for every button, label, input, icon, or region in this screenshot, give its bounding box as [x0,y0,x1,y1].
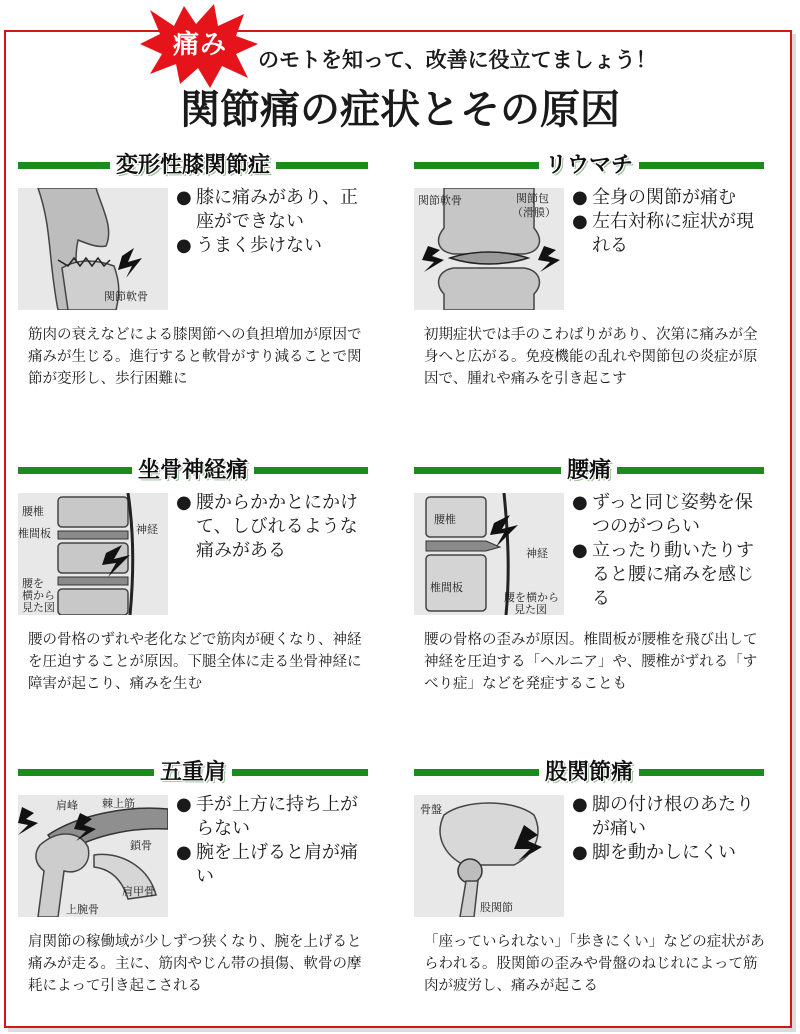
image-label: 横から [22,589,55,602]
hip-illustration [414,795,564,917]
list-item: ● 立ったり動いたりすると腰に痛みを感じる [572,540,754,609]
image-label: 見た図 [22,601,55,614]
rheumatism-joint-illustration [414,188,564,310]
list-item: ● 腕を上げると肩が痛い [176,842,358,887]
bullet-list [572,491,768,611]
section-header [18,453,368,487]
section-description: 肩関節の稼働域が少しずつ狭くなり、腕を上げると痛みが走る。主に、筋肉やじん帯の損傷、軟骨の摩耗によって引き起こされる [28,934,362,994]
section-title: 股関節痛 [539,755,639,786]
knee-joint-illustration [18,188,168,310]
image-label: 腰椎 [22,505,44,518]
section-header [414,755,764,789]
bullet-list [176,186,372,258]
section-description: 腰の骨格の歪みが原因。椎間板が腰椎を飛び出して神経を圧迫する「ヘルニア」や、腰椎がずれる「すべり症」などを発症することも [424,632,758,692]
image-label: 関節軟骨 [104,290,148,303]
list-item: ● うまく歩けない [176,235,322,256]
section-description: 筋肉の衰えなどによる膝関節への負担増加が原因で痛みが生じる。進行すると軟骨がすり減ることで関節が変形し、歩行困難に [28,327,362,387]
image-label: 椎間板 [430,581,463,594]
image-label: （滑膜） [512,206,556,219]
shoulder-illustration [18,795,168,917]
section-lower-back [414,453,764,692]
lumbar-illustration [414,493,564,615]
section-header [414,453,764,487]
section-header [18,148,368,182]
image-label: 骨盤 [420,803,442,816]
section-sciatica [18,453,368,692]
image-label: 腰椎 [434,513,456,526]
list-item: ● 膝に痛みがあり、正座ができない [176,187,358,232]
section-title: 腰痛 [561,453,617,484]
section-description: 初期症状では手のこわばりがあり、次第に痛みが全身へと広がる。免疫機能の乱れや関節包の炎症が原因で、腫れや痛みを引き起こす [424,327,758,387]
section-knee [18,148,368,387]
spine-illustration [18,493,168,615]
bullet-list [176,491,372,563]
image-label: 神経 [136,523,158,536]
section-title: 五重肩 [154,755,232,786]
image-label: 肩甲骨 [122,885,155,898]
page-subtitle: のモトを知って、改善に役立てましょう！ [258,48,657,72]
section-shoulder [18,755,368,994]
list-item: ● 左右対称に症状が現れる [572,211,754,256]
bullet-list [572,793,768,865]
image-label: 腰を横から [504,591,559,604]
page-title: 関節痛の症状とその原因 [180,86,620,133]
image-label: 鎖骨 [130,839,152,852]
list-item: ● 脚の付け根のあたりが痛い [572,794,754,839]
list-item: ● 手が上方に持ち上がらない [176,794,358,839]
section-description: 「座っていられない」「歩きにくい」などの症状があらわれる。股関節の歪みや骨盤のねじれによって筋肉が疲労し、痛みが起こる [424,934,765,994]
section-hip [414,755,765,994]
image-label: 腰を [22,577,44,590]
image-label: 関節軟骨 [418,194,462,207]
burst-label: 痛み [172,30,227,60]
list-item: ● 腰からかかとにかけて、しびれるような痛みがある [176,492,358,561]
image-label: 見た図 [514,603,547,615]
bullet-list [572,186,768,258]
section-title: 変形性膝関節症 [110,148,276,179]
list-item: ● 全身の関節が痛む [572,187,736,208]
section-title: 坐骨神経痛 [132,453,254,484]
image-label: 椎間板 [18,527,51,540]
image-label: 神経 [526,547,548,560]
image-label: 股関節 [480,901,513,914]
section-header [414,148,764,182]
image-label: 関節包 [516,192,549,205]
list-item: ● 脚を動かしにくい [572,842,736,863]
image-label: 上腕骨 [66,903,99,916]
section-description: 腰の骨格のずれや老化などで筋肉が硬くなり、神経を圧迫することが原因。下腿全体に走る坐骨神経に障害が起こり、痛みを生む [28,632,362,692]
bullet-list [176,793,372,889]
list-item: ● ずっと同じ姿勢を保つのがつらい [572,492,753,537]
section-header [18,755,368,789]
section-title: リウマチ [539,148,639,179]
image-label: 肩峰 [56,799,78,812]
section-rheumatism [414,148,764,387]
image-label: 棘上筋 [102,797,135,810]
